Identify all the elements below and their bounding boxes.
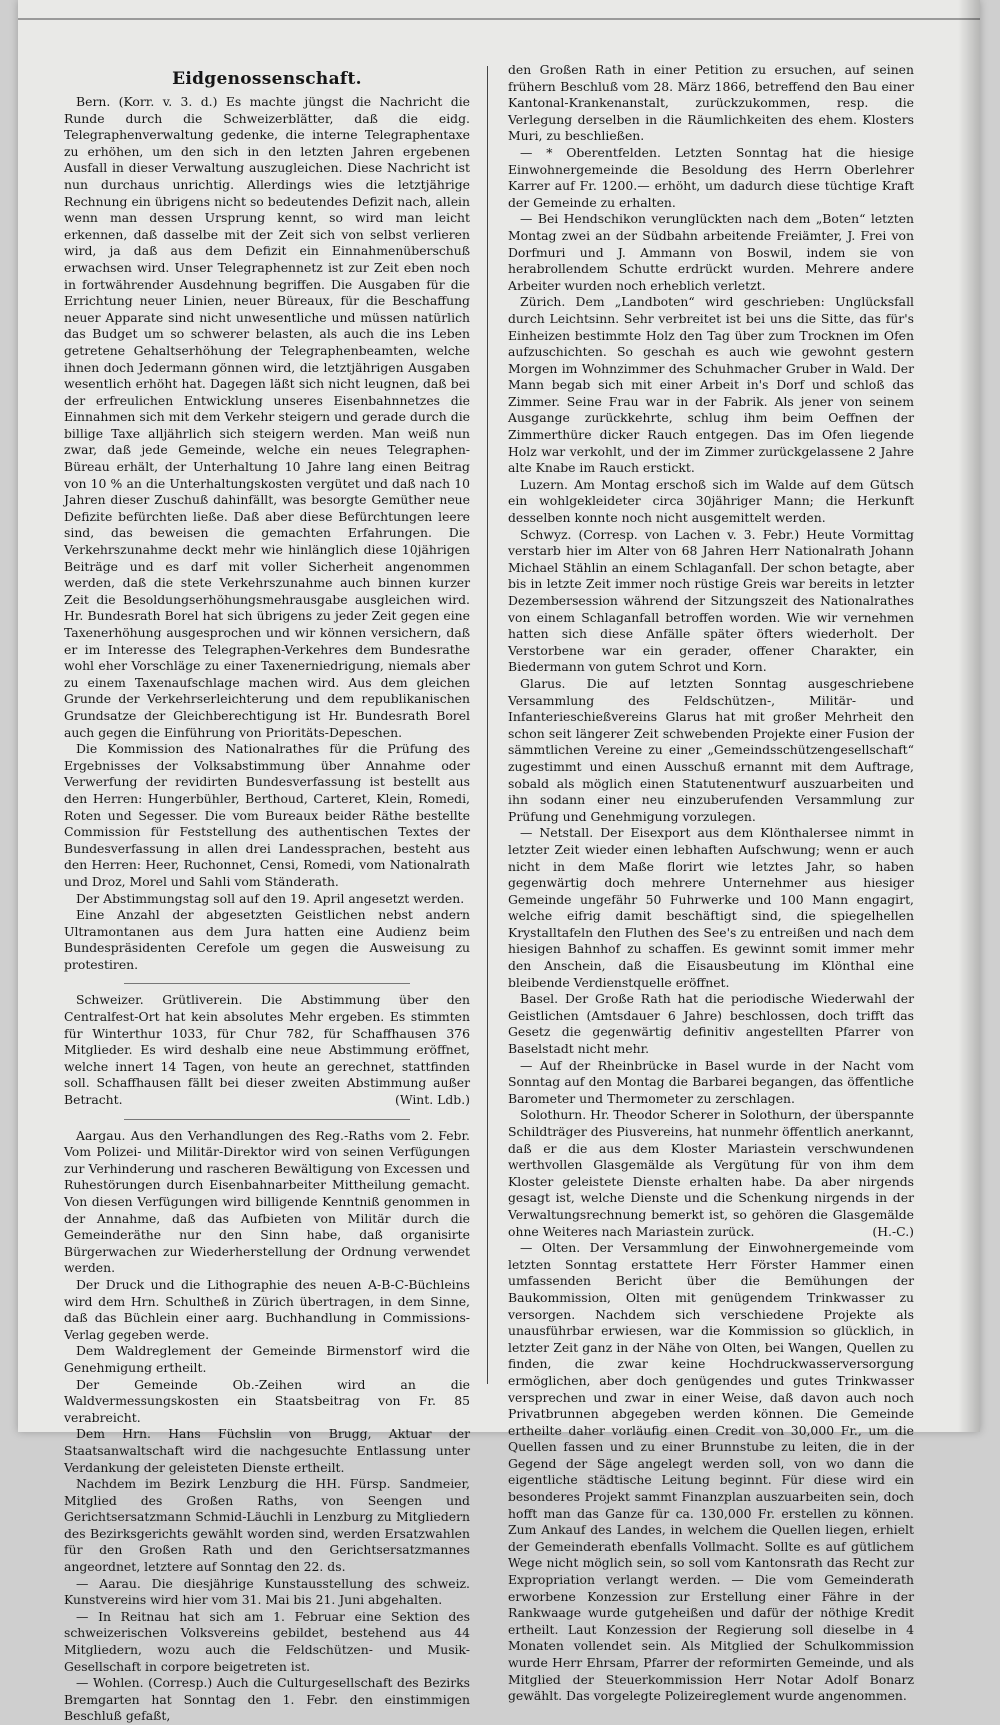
article-oberentfelden: — * Oberentfelden. Letzten Sonntag hat die hiesige Einwohnergemeinde die Besoldung des Herrn Oberlehrer Karrer auf Fr. 1200.— erhöht, um dadurch diese tüchtige Kraft der Gemeinde zu erhalten. — [508, 144, 914, 210]
article-bern: Bern. (Korr. v. 3. d.) Es machte jüngst die Nachricht die Runde durch die Schweizerblätter, daß die eidg. Telegraphenverwaltung gedenke, die interne Telegraphentaxe zu erhöhen, um den sich in den letzten Jahren ergebenen Ausfall in dieser Verwaltung auszugleichen. Diese Nachricht ist nun durchaus unrichtig. Allerdings wies die letztjährige Rechnung ein übrigens nicht so bedeutendes Defizit nach, allein wenn man dessen Ursprung kennt, so wird man leicht erkennen, daß dasselbe mit der Zeit sich von selbst verlieren wird, ja daß aus dem Defizit ein Einnahmenüberschuß erwachsen wird. Unser Telegraphennetz ist zur Zeit eben noch in fortwährender Ausdehnung begriffen. Die Ausgaben für die Errichtung neuer Linien, neuer Büreaux, für die Beschaffung neuer Apparate sind nicht unwesentliche und müssen natürlich das Budget um so schwerer belasten, als auch die ins Leben getretene Gehaltserhöhung der Telegraphenbeamten, welche ihnen doch Jedermann gönnen wird, die letztjährigen Ausgaben wesentlich erhöht hat. Dagegen läßt sich nicht leugnen, daß bei der erfreulichen Entwicklung unseres Eisenbahnnetzes die Einnahmen sich mit dem Verkehr steigern und gerade durch die billige Taxe alljährlich sich steigern werden. Man weiß nun zwar, daß jede Gemeinde, welche ein neues Telegraphen-Büreau erhält, der Unterhaltung 10 Jahre lang einen Beitrag von 10 % an die Unterhaltungskosten vergütet und daß nach 10 Jahren dieser Zuschuß dahinfällt, was besorgte Gemüther neue Defizite befürchten ließe. Daß aber diese Befürchtungen leere sind, das beweisen die gemachten Erfahrungen. Die Verkehrszunahme deckt mehr wie hinlänglich diese 10jährigen Beiträge und es darf mit voller Sicherheit angenommen werden, daß die stete Verkehrszunahme auch binnen kurzer Zeit die Besoldungserhöhungsmehrausgabe ausgleichen wird. Hr. Bundesrath Borel hat sich übrigens zu jeder Zeit gegen eine Taxenerhöhung ausgesprochen und wir können versichern, daß er im Interesse des Telegraphen-Verkehres dem Bundesrathe wohl eher Vorschläge zu einer Taxenerniedrigung, niemals aber zu einem Taxenaufschlage machen wird. Aus dem gleichen Grunde der Verkehrserleichterung und dem republikanischen Grundsatze der Gleichberechtigung ist Hr. Bundesrath Borel auch gegen die Einführung von Prioritäts-Depeschen. — [64, 94, 470, 740]
article-rheinbruecke: — Auf der Rheinbrücke in Basel wurde in der Nacht vom Sonntag auf den Montag die Barbarei begangen, das öffentliche Barometer und Thermometer zu zerschlagen. — [508, 1057, 914, 1106]
article-olten: — Olten. Der Versammlung der Einwohnergemeinde vom letzten Sonntag erstattete Herr Förster Hammer einen umfassenden Bericht über die Bemühungen der Baukommission, Olten mit genügendem Trinkwasser zu versorgen. Nachdem sich verschiedene Projekte als unausführbar erwiesen, war die Kommission so glücklich, in letzter Zeit ganz in der Nähe von Olten, bei Wangen, Quellen zu finden, die zwar keine Hochdruckwasserversorgung ermöglichen, aber doch genügendes und gutes Trinkwasser versprechen und zwar in einer Weise, daß davon auch noch Privatbrunnen abgegeben werden können. Die Gemeinde ertheilte daher vorläufig einen Credit von 30,000 Fr., um die Quellen fassen und zu einer Brunnstube zu leiten, die in der Gegend der Säge angelegt werden soll, von wo dann die eigentliche städtische Leitung beginnt. Für diese wird ein besonderes Projekt sammt Finanzplan auszuarbeiten sein, doch hofft man das Ganze für ca. 130,000 Fr. erstellen zu können. Zum Ankauf des Landes, in welchem die Quellen liegen, erhielt der Gemeinderath ebenfalls Vollmacht. Sollte es auf gütlichem Wege nicht möglich sein, so soll vom Kantonsrath das Recht zur Expropriation verlangt werden. — Die vom Gemeinderath erworbene Konzession zur Erstellung einer Fähre in der Rankwaage wurde gutgeheißen und dafür der nöthige Kredit ertheilt. Laut Konzession der Regierung soll dieselbe in 4 Monaten vollendet sein. Als Mitglied der Schulkommission wurde Herr Ehrsam, Pfarrer der reformirten Gemeinde, und als Mitglied der Steuerkommission Herr Notar Adolf Bonarz gewählt. Das vorgelegte Polizeireglement wurde angenommen. — [508, 1240, 914, 1704]
article-schwyz: Schwyz. (Corresp. von Lachen v. 3. Febr.) Heute Vormittag verstarb hier im Alter von 68 Jahren Herr Nationalrath Johann Michael Stählin an einem Schlaganfall. Der schon betagte, aber bis in letzte Zeit immer noch rüstige Greis war bereits in letzter Dezembersession während der Sitzungszeit des Nationalrathes von einem Schlaganfall betroffen worden. Wie wir vernehmen hatten sich diese Anfälle später öfters wiederholt. Der Verstorbene war ein gerader, offener Charakter, ein Biedermann von gutem Schrot und Korn. — [508, 526, 914, 675]
article-solothurn — [508, 1107, 914, 1240]
article-aargau: Aargau. Aus den Verhandlungen des Reg.-Raths vom 2. Febr. Vom Polizei- und Militär-Direktor wird von seinen Verfügungen zur Verhinderung und rascheren Bewältigung von Excessen und Ruhestörungen durch Eisenbahnarbeiter Mittheilung gemacht. Von diesen Verfügungen wird billigende Kenntniß genommen in der Annahme, daß das Aufbieten von Militär durch die Gemeinderäthe nur den Sinn habe, daß organisirte Bürgerwachen zur Wiederherstellung der Ordnung verwendet werden. — [64, 1127, 470, 1276]
article-text: Schweizer. Grütliverein. Die Abstimmung über den Centralfest-Ort hat kein absolutes Mehr ergeben. Es stimmten für Winterthur 1033, für Chur 782, für Schaffhausen 376 Mitglieder. Es wird deshalb eine neue Abstimmung eröffnet, welche innert 14 Tagen, von heute an gerechnet, stattfinden soll. Schaffhausen fällt bei dieser zweiten Abstimmung außer Betracht. — [64, 992, 470, 1108]
article-abstimmungstag: Der Abstimmungstag soll auf den 19. April angesetzt werden. — [76, 890, 465, 906]
article-source: (Wint. Ldb.) — [394, 1092, 470, 1108]
article-luzern: Luzern. Am Montag erschoß sich im Walde auf dem Gütsch ein wohlgekleideter circa 30jähriger Mann; die Herkunft desselben konnte noch nicht ausgemittelt werden. — [508, 476, 914, 526]
binding-shadow — [958, 0, 980, 1432]
right-column — [508, 62, 914, 1704]
article-abc-buechlein: Der Druck und die Lithographie des neuen A-B-C-Büchleins wird dem Hrn. Schultheß in Zürich übertragen, in dem Sinne, daß das Büchlein einer aarg. Buchhandlung in Commissions-Verlag gegeben werde. — [64, 1276, 470, 1342]
article-hendschikon: — Bei Hendschikon verunglückten nach dem „Boten“ letzten Montag zwei an der Südbahn arbeitende Freiämter, J. Frei von Dorfmuri und J. Ammann von Boswil, indem sie von herabrollendem Schutte erdrückt wurden. Mehrere andere Arbeiter wurden noch erheblich verletzt. — [508, 211, 914, 293]
article-ob-zeihen: Der Gemeinde Ob.-Zeihen wird an die Waldvermessungskosten ein Staatsbeitrag von Fr. 85 verabreicht. — [64, 1376, 470, 1425]
article-source: (H.-C.) — [872, 1223, 914, 1239]
article-geistliche: Eine Anzahl der abgesetzten Geistlichen nebst andern Ultramontanen aus dem Jura hatten eine Audienz beim Bundespräsidenten Cerefole um gegen die Ausweisung zu protestiren. — [64, 907, 470, 972]
article-reitnau: — In Reitnau hat sich am 1. Februar eine Sektion des schweizerischen Volksvereins gebildet, bestehend aus 44 Mitgliedern, wozu auch die Feldschützen- und Musik-Gesellschaft in corpore beigetreten ist. — [64, 1608, 470, 1674]
article-kommission: Die Kommission des Nationalrathes für die Prüfung des Ergebnisses der Volksabstimmung über Annahme oder Verwerfung der revidirten Bundesverfassung ist bestellt aus den Herren: Hungerbühler, Berthoud, Carteret, Klein, Romedi, Roten und Segesser. Die vom Bureaux beider Räthe bestellte Commission für Feststellung des authentischen Textes der Bundesverfassung in allen drei Landessprachen, besteht aus den Herren: Heer, Ruchonnet, Censi, Romedi, vom Nationalrath und Droz, Morel und Sahli vom Ständerath. — [64, 741, 470, 889]
article-basel: Basel. Der Große Rath hat die periodische Wiederwahl der Geistlichen (Amtsdauer 6 Jahre) beschlossen, doch trifft das Gesetz die gegenwärtig definitiv angestellten Pfarrer von Baselstadt nicht mehr. — [508, 991, 914, 1057]
article-glarus: Glarus. Die auf letzten Sonntag ausgeschriebene Versammlung des Feldschützen-, Militär- und Infanterieschießvereins Glarus hat mit großer Mehrheit den schon seit längerer Zeit schwebenden Projekte einer Fusion der sämmtlichen Vereine zu einer „Gemeindsschützengesellschaft“ zugestimmt und einen Ausschuß ernannt mit dem Auftrage, sobald als möglich einen Statutenentwurf auszuarbeiten und ihn sodann einer neu einzuberufenden Versammlung zur Prüfung und Genehmigung vorzulegen. — [508, 675, 914, 824]
column-rule — [487, 66, 488, 1384]
article-zuerich: Zürich. Dem „Landboten“ wird geschrieben: Unglücksfall durch Leichtsinn. Sehr verbreitet ist bei uns die Sitte, das für's Einheizen bestimmte Holz den Tag über zum Trocknen im Ofen aufzuschichten. So geschah es auch wie gewohnt gestern Morgen im Wohnzimmer des Schuhmacher Gruber in Wald. Der Mann begab sich mit einer Arbeit in's Dorf und schloß das Zimmer. Seine Frau war in der Fabrik. Als jener von seinem Ausgange zurückkehrte, schlug ihm beim Oeffnen der Zimmerthüre dicker Rauch entgegen. Das im Ofen liegende Holz war verkohlt, und der im Zimmer zurückgelassene 2 Jahre alte Knabe im Rauch erstickt. — [508, 294, 914, 476]
article-lenzburg: Nachdem im Bezirk Lenzburg die HH. Fürsp. Sandmeier, Mitglied des Großen Raths, von Seengen und Gerichtsersatzmann Schmid-Läuchli in Lenzburg zu Mitgliedern des Bezirksgerichts gewählt worden sind, werden Ersatzwahlen für den Großen Rath und den Gerichtsersatzmannes angeordnet, letztere auf Sonntag den 22. ds. — [64, 1476, 470, 1575]
page-top-edge — [18, 18, 980, 20]
section-separator — [124, 973, 410, 984]
article-netstall: — Netstall. Der Eisexport aus dem Klönthalersee nimmt in letzter Zeit wieder einen lebhaften Aufschwung; wenn er auch nicht in dem Maße florirt wie letztes Jahr, so haben gegenwärtig doch mehrere Unternehmer aus hiesiger Gemeinde ungefähr 50 Fuhrwerke und 100 Mann engagirt, welche eifrig damit beschäftigt sind, die spiegelhellen Krystalltafeln den Fluthen des See's zu entreißen und nach dem hiesigen Bahnhof zu schaffen. Es gewinnt somit immer mehr den Anschein, daß die Eisausbeutung im Klönthal eine bleibende Verdienstquelle eröffnet. — [508, 825, 914, 990]
section-separator — [124, 1109, 410, 1120]
left-column — [64, 62, 470, 1724]
article-wohlen: — Wohlen. (Corresp.) Auch die Culturgesellschaft des Bezirks Bremgarten hat Sonntag den 1. Febr. den einstimmigen Beschluß gefaßt, — [64, 1675, 470, 1724]
section-title: Eidgenossenschaft. — [172, 69, 362, 89]
article-waldreglement: Dem Waldreglement der Gemeinde Birmenstorf wird die Genehmigung ertheilt. — [64, 1343, 470, 1375]
newspaper-page — [18, 0, 980, 1724]
article-text: Solothurn. Hr. Theodor Scherer in Solothurn, der überspannte Schildträger des Piusvereins, hat nunmehr öffentlich anerkannt, daß er die aus dem Kloster Mariastein verschwundenen werthvollen Glasgemälde als Vergütung für von ihm dem Kloster geleistete Dienste erhalten habe. Da aber nirgends gesagt ist, welche Dienste und die Schenkung nirgends in der Verwaltungsrechnung bemerkt ist, so gehören die Glasgemälde ohne Weiteres nach Mariastein zurück. — [508, 1107, 914, 1239]
article-wohlen-cont: den Großen Rath in einer Petition zu ersuchen, auf seinen frühern Beschluß vom 28. März 1866, betreffend den Bau einer Kantonal-Krankenanstalt, zurückzukommen, resp. die Verlegung derselben in die Räumlichkeiten des ehem. Klosters Muri, zu beschließen. — [508, 62, 914, 144]
article-aarau: — Aarau. Die diesjährige Kunstausstellung des schweiz. Kunstvereins wird hier vom 31. Mai bis 21. Juni abgehalten. — [64, 1575, 470, 1608]
article-fuechslin: Dem Hrn. Hans Füchslin von Brugg, Aktuar der Staatsanwaltschaft wird die nachgesuchte Entlassung unter Verdankung der geleisteten Dienste ertheilt. — [64, 1426, 470, 1475]
article-gruetliverein — [64, 992, 470, 1108]
